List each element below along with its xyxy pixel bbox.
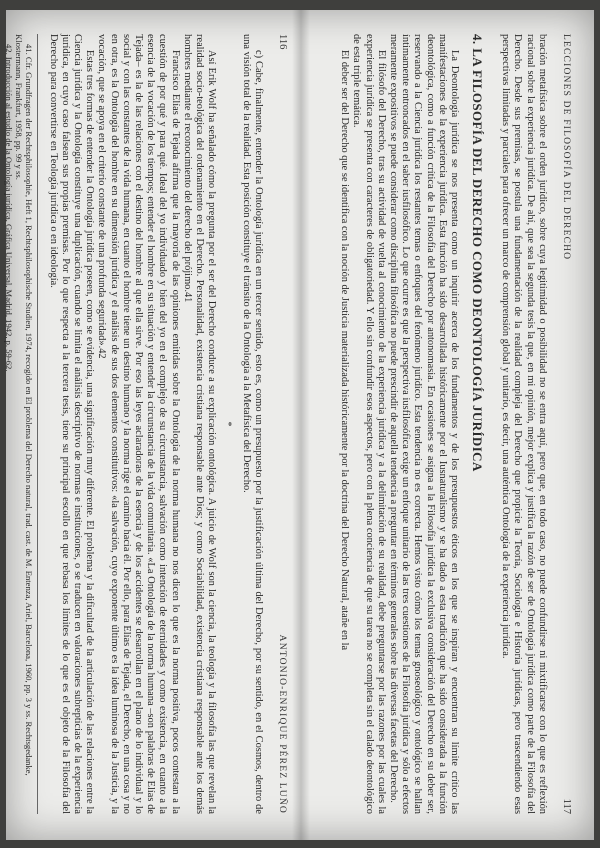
right-paragraph: El filósofo del Derecho, tras su actividad de vuelta al conocimiento de la experiencia jurídica y a la delimitación de su realidad, debe preguntarse por las razones por las cuales la experiencia jurídica se presenta con caracteres de obligatoriedad. Y ello sin confundir esos aspectos, pero con la plena conciencia de que su tarea no se completa sin el calado deontológico de esta triple temática.: [351, 34, 387, 814]
left-paragraph: Francisco Elías de Tejada afirma que la mayoría de las opiniones emitidas sobre la Ontología de la norma humana no nos dicen lo que es la norma positiva, pocos contestan a la cuestión de por qué y para qué. Ideal del yo individuado y bien del yo en el complejo de su circunstancia, salvación como intención de eternidades y como existencia, en cuanto a la esencia de la vocación de los tiempos; entender el hombre en su situación y entender la circunstancia de la vida comunitaria. «La Ontología de la norma humana –son palabras de Elías de Tejada– es la de las relaciones con el destino del hombre al que ella sirve. Por eso las leyes aclaradoras de la esencia y de los accidentes se desarrollan en el plano de lo individual y lo social y con las constantes de la vida humana, en cuanto el hombre tiene un destino humano y la norma rige el camino hacia él. Por ello, para Elías de Tejada, el Derecho, en una cosa y no en otra, es la Ontología del hombre en su dimensión jurídica y el análisis de sus dos elementos constitutivos: «la salvación, cuyo exponente último es la idea luminosa de la Justicia, y la vocación, que se apoya en el criterio constante de una profunda seguridad».42: [96, 34, 181, 814]
left-page: [3, 34, 288, 814]
scanned-book-spread: [3, 10, 594, 840]
right-page: [310, 34, 572, 814]
left-paragraph: Así Erik Wolf ha señalado cómo la pregunta por el ser del Derecho conduce a su explicación ontológica. A juicio de Wolf son la ciencia, la teología y la filosofía las que revelan la realidad socio-teológica del ordenamiento en el Derecho. Personalidad, existencia cristiana responsable ante Dios; y como Sociabilidad, existencia cristiana responsable ante los demás hombres mediante el reconocimiento del derecho del prójimo.41: [181, 34, 218, 814]
book-gutter: [292, 10, 310, 840]
left-paragraph: c) Cabe, finalmente, entender la Ontología jurídica en un tercer sentido, esto es, como un presupuesto por la justificación última del Derecho, por su sentido, en el Cosmos, dentro de una visión total de la realidad. Esta posición constituye el tránsito de la Ontología a la Metafísica del Derecho.: [240, 34, 264, 814]
right-page-number: 117: [561, 798, 572, 814]
left-footnotes: [4, 34, 39, 814]
left-running-head: ANTONIO-ENRIQUE PÉREZ LUÑO: [277, 634, 287, 814]
section-heading: 4. LA FILOSOFÍA DEL DERECHO COMO DEONTOLOGÍA JURÍDICA: [469, 34, 485, 472]
right-paragraph: La Deontología jurídica se nos presenta como un inquirir acerca de los fundamentos y de los presupuestos éticos en los que se inspiran y encuentran su límite crítico las manifestaciones de la experiencia jurídica. Esta función ha sido desarrollada históricamente por el Iusnaturalismo y se ha dado a esta tradición que ha sido considerada a la función deontológica, como a función crítica de la Filosofía del Derecho por antonomasia. En ocasiones se asigna a la Filosofía jurídica la exclusiva consideración del Derecho en su deber ser, reservando a la Ciencia jurídica los restantes temas o enfoques del fenómeno jurídico. Esta tendencia no es correcta. Hemos visto cómo los temas gnoseológico y ontológico se hallan íntimamente entroncados en el saber iusfilosófico. Lo que ocurre es que la perspectiva iusfilosófica exige un enfoque unitario de las tres cuestiones de la Filosofía jurídica y sólo a efectos meramente expositivos se puede considerar como disciplina filosófica no puede prescindir de aquella tendencia a preguntar en términos generales sobre las diversas facetas del Derecho.: [387, 34, 460, 814]
footnote: 42. Introducción al estudio de la Ontología jurídica, Gráfica Universal, Madrid, 1942, p. 59-62.: [3, 44, 14, 372]
section-star: *: [222, 421, 234, 427]
left-running-header: [276, 34, 288, 814]
right-paragraph: El deber ser del Derecho que se identifica con la noción de Justicia materializada históricamente por la doctrina del Derecho Natural, atañe en la: [339, 50, 351, 651]
right-running-head: LECCIONES DE FILOSOFÍA DEL DERECHO: [561, 34, 571, 261]
left-paragraph: Estas tres formas de entender la Ontología jurídica poseen, como se evidencia, una significación muy diferente. El problema y la dificultad de la articulación de las relaciones entre la Ciencia jurídica y la Ontología constituye una duplicación, cuando se limita el análisis descriptivo de normas e instituciones, o se traducen en valoraciones subrepticias de la experiencia jurídica, en cuyo caso falsean sus propias premisas. Por lo que respecta a la tercera tesis, tiene su principal escollo en que rebasa los límites de lo que es el objeto de la Filosofía del Derecho para convertirse en Teología jurídica o en ideología.: [47, 34, 96, 814]
right-running-header: [560, 34, 572, 814]
footnote: 41. Cfr. Grundfragen der Rechtsphilosophie, Heft 1, Rechtsphilosophische Studien, 1974, recogido en El problema del Derecho natural, trad. cast. de M. Entenza, Ariel, Barcelona, 1960, pp. 3 y ss. Rechtsgedanke, Klostermann, Frankfurt, 1958, pp. 99 y ss.: [14, 34, 35, 776]
right-paragraph: bración metafísica sobre el orden jurídico, sobre cuya legitimidad o posibilidad no se entra aquí, pero que, en todo caso, no puede confundirse ni mixtificarse con lo que es reflexión racional sobre la experiencia jurídica. De ahí, que sea la segunda tesis la que, en mi opinión, mejor explica y justifica la razón de ser de Ontología jurídica como parte de la Filosofía del Derecho. Desde sus premisas, se postula una fundamentación de la realidad compleja del Derecho que propicie la Teoría, Sociología e Historia jurídicas, pero trascendiendo esas perspectivas limitadas y parciales para ofrecer un marco de comprensión global y unitario, es decir, una auténtica Ontología de la experiencia jurídica.: [500, 34, 548, 814]
left-page-number: 116: [277, 34, 288, 50]
